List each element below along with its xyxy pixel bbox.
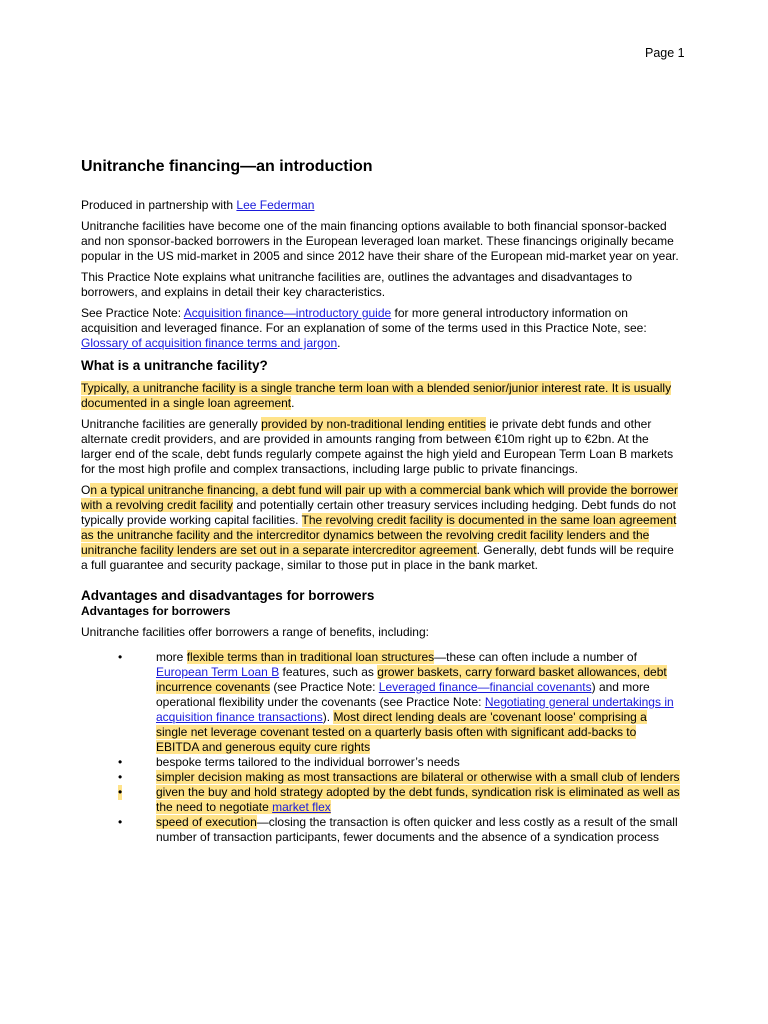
section-heading-what-is: What is a unitranche facility? — [81, 358, 268, 373]
list-item — [81, 650, 681, 755]
text-run: ). — [322, 710, 334, 724]
financial-covenants-link[interactable]: Leveraged finance—financial covenants — [378, 680, 592, 694]
highlighted-text: given the buy and hold strategy adopted by the debt funds, syndication risk is eliminated as well as the need to negotiate — [156, 785, 680, 814]
text-run: Unitranche facilities are generally — [81, 417, 262, 431]
text-run: O — [81, 483, 91, 497]
what-is-paragraph-1 — [81, 381, 681, 411]
bullet: • — [118, 815, 123, 829]
highlighted-text: simpler decision making as most transactions are bilateral or otherwise with a small club of lenders — [156, 770, 680, 784]
list-item — [81, 770, 681, 785]
text-run: for more general introductory information on acquisition and leveraged finance. For an explanation of some of the terms used in this Practice Note, see: — [81, 306, 647, 335]
highlighted-text: Typically, a unitranche facility is a single tranche term loan with a blended senior/junior interest rate. It is usually documented in a single loan agreement — [81, 381, 672, 410]
text-run: bespoke terms tailored to the individual borrower’s needs — [156, 755, 460, 769]
document-body — [81, 157, 681, 845]
text-run: features, such as — [279, 665, 378, 679]
acquisition-guide-link[interactable]: Acquisition finance—introductory guide — [183, 306, 392, 320]
highlighted-text: The revolving credit facility is documented in the same loan agreement as the unitranche facility and the intercreditor dynamics between the revolving credit facility lenders and the unitranche facility lenders are set out in a separate intercreditor agreement — [81, 513, 677, 557]
text-run: more — [156, 650, 187, 664]
highlighted-text: grower baskets, carry forward basket allowances, debt incurrence covenants — [156, 665, 667, 694]
highlighted-text: provided by non-traditional lending entities — [261, 417, 486, 431]
author-link[interactable]: Lee Federman — [236, 198, 315, 212]
what-is-paragraph-3 — [81, 483, 681, 573]
highlighted-text: n a typical unitranche financing, a debt fund will pair up with a commercial bank which will provide the borrower with a revolving credit facility — [81, 483, 678, 512]
text-run: . — [337, 336, 341, 350]
what-is-paragraph-2 — [81, 417, 681, 477]
intro-paragraph-3 — [81, 306, 681, 351]
term-loan-b-link[interactable]: European Term Loan B — [156, 665, 280, 679]
general-undertakings-link[interactable]: Negotiating general undertakings in acquisition finance transactions — [156, 695, 674, 724]
subheading-advantages-for-borrowers: Advantages for borrowers — [81, 604, 231, 618]
bullet: • — [118, 755, 123, 769]
highlighted-text: Most direct lending deals are 'covenant loose' comprising a single net leverage covenant tested on a quarterly basis often with significant add-backs to EBITDA and generous equity cure rights — [156, 710, 647, 754]
page-number: Page 1 — [645, 46, 685, 60]
advantages-list — [81, 650, 681, 845]
bullet: • — [118, 650, 123, 664]
text-run: —closing the transaction is often quicker and less costly as a result of the small number of transaction participants, fewer documents and the absence of a syndication process — [156, 815, 678, 844]
highlighted-link-wrap — [272, 800, 331, 814]
text-run: ie private debt funds and other alternate credit providers, and are provided in amounts ranging from between €10m right up to €2bn. At the larger end of the scale, debt funds regularly compete against the high yield and European Term Loan B markets for the most high profile and complex transactions, including large public to private financings. — [81, 417, 674, 476]
list-item — [81, 815, 681, 845]
bullet: • — [118, 770, 123, 784]
text-run: and potentially certain other treasury services including hedging. Debt funds do not typically provide working capital facilities. — [81, 498, 676, 527]
highlighted-text: flexible terms than in traditional loan structures — [186, 650, 435, 664]
list-item — [81, 785, 681, 815]
text-run: ) and more operational flexibility under the covenants (see Practice Note: — [156, 680, 650, 709]
bullet: • — [118, 785, 123, 799]
market-flex-link[interactable]: market flex — [272, 800, 331, 814]
partnership-prefix: Produced in partnership with — [81, 198, 237, 212]
highlighted-text: speed of execution — [156, 815, 257, 829]
intro-paragraph-1: Unitranche facilities have become one of the main financing options available to both financial sponsor-backed and non sponsor-backed borrowers in the European leveraged loan market. These financings originally became popular in the US mid-market in 2005 and since 2012 have their share of the European mid-market year on year. — [81, 219, 679, 263]
text-run: —these can often include a number of — [434, 650, 637, 664]
glossary-link[interactable]: Glossary of acquisition finance terms and jargon — [81, 336, 338, 350]
text-run: . — [291, 396, 295, 410]
advantages-intro: Unitranche facilities offer borrowers a range of benefits, including: — [81, 625, 429, 639]
intro-paragraph-2: This Practice Note explains what unitranche facilities are, outlines the advantages and disadvantages to borrowers, and explains in detail their key characteristics. — [81, 270, 632, 299]
partnership-line — [81, 198, 681, 213]
text-run: See Practice Note: — [81, 306, 184, 320]
list-item — [81, 755, 681, 770]
text-run: . Generally, debt funds will be require a full guarantee and security package, similar to those put in place in the bank market. — [81, 543, 674, 572]
text-run: (see Practice Note: — [270, 680, 379, 694]
section-heading-advantages: Advantages and disadvantages for borrowers — [81, 588, 375, 603]
page-title: Unitranche financing—an introduction — [81, 158, 373, 175]
